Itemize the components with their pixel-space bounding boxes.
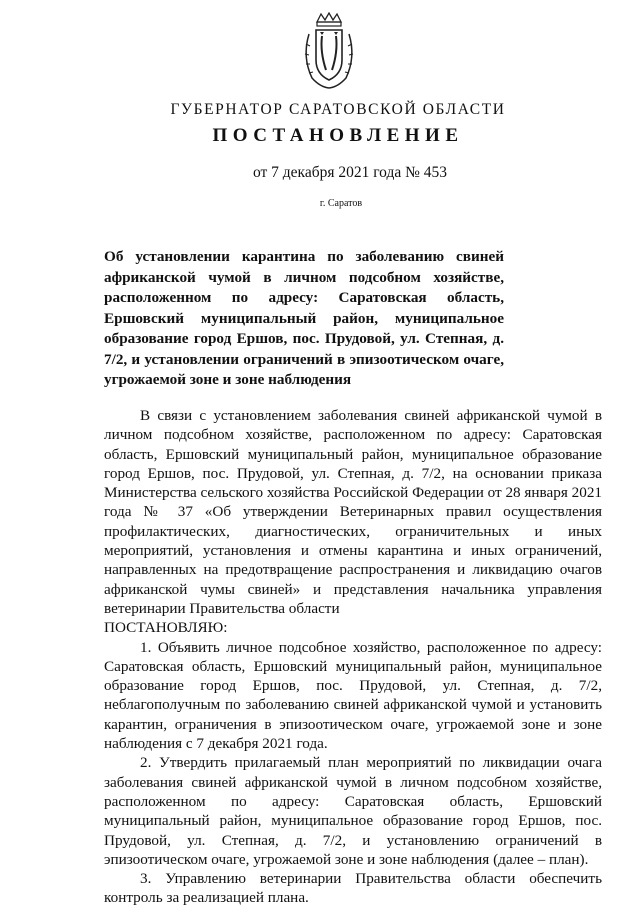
coat-of-arms-icon xyxy=(300,12,358,90)
preamble-paragraph: В связи с установлением заболевания свиней африканской чумой в личном подсобном хозяйстве, расположенном по адресу: Саратовская область, Ершовский муниципальный район, муниципальное образование город Ершов, пос. Прудовой, ул. Степная, д. 7/2, на основании приказа Министерства сельского хозяйства Российской Федерации от 28 января 2021 года № 37 «Об утверждении Ветеринарных правил осуществления профилактических, диагностических, ограничительных и иных мероприятий, установления и отмены карантина и иных ограничений, направленных на предотвращение распространения и ликвидацию очагов африканской чумы свиней» и представления начальника управления ветеринарии Правительства области xyxy=(104,407,603,617)
decree-word: ПОСТАНОВЛЯЮ: xyxy=(104,619,228,637)
document-body xyxy=(104,406,602,908)
place-of-issue: г. Саратов xyxy=(319,198,363,209)
document-title: Об установлении карантина по заболеванию свиней африканской чумой в личном подсобном хозяйстве, расположенном по адресу: Саратовская область, Ершовский муниципальный район, муниципальное образование город Ершов, пос. Прудовой, ул. Степная, д. 7/2, и установлении ограничений в эпизоотическом очаге, угрожаемой зоне и зоне наблюдения xyxy=(104,248,504,388)
decree-item-3: 3. Управлению ветеринарии Правительства области обеспечить контроль за реализацией плана. xyxy=(104,870,602,907)
document-type-heading: ПОСТАНОВЛЕНИЕ xyxy=(212,125,464,146)
issuing-authority: ГУБЕРНАТОР САРАТОВСКОЙ ОБЛАСТИ xyxy=(170,101,506,118)
decree-item-1: 1. Объявить личное подсобное хозяйство, расположенное по адресу: Саратовская область, Ершовский муниципальный район, муниципальное образование город Ершов, пос. Прудовой, ул. Степная, д. 7/2, неблагополучным по заболеванию свиней африканской чумой и установить карантин, ограничения в эпизоотическом очаге, угрожаемой зоне и зоне наблюдения с 7 декабря 2021 года. xyxy=(104,638,602,753)
decree-item-2: 2. Утвердить прилагаемый план мероприятий по ликвидации очага заболевания свиней африканской чумой в личном подсобном хозяйстве, расположенном по адресу: Саратовская область, Ершовский муниципальный район, муниципальное образование город Ершов, пос. Прудовой, ул. Степная, д. 7/2, и установлению ограничений в эпизоотическом очаге, угрожаемой зоне и зоне наблюдения (далее – план). xyxy=(104,754,602,868)
document-date-number: от 7 декабря 2021 года № 453 xyxy=(252,164,448,181)
